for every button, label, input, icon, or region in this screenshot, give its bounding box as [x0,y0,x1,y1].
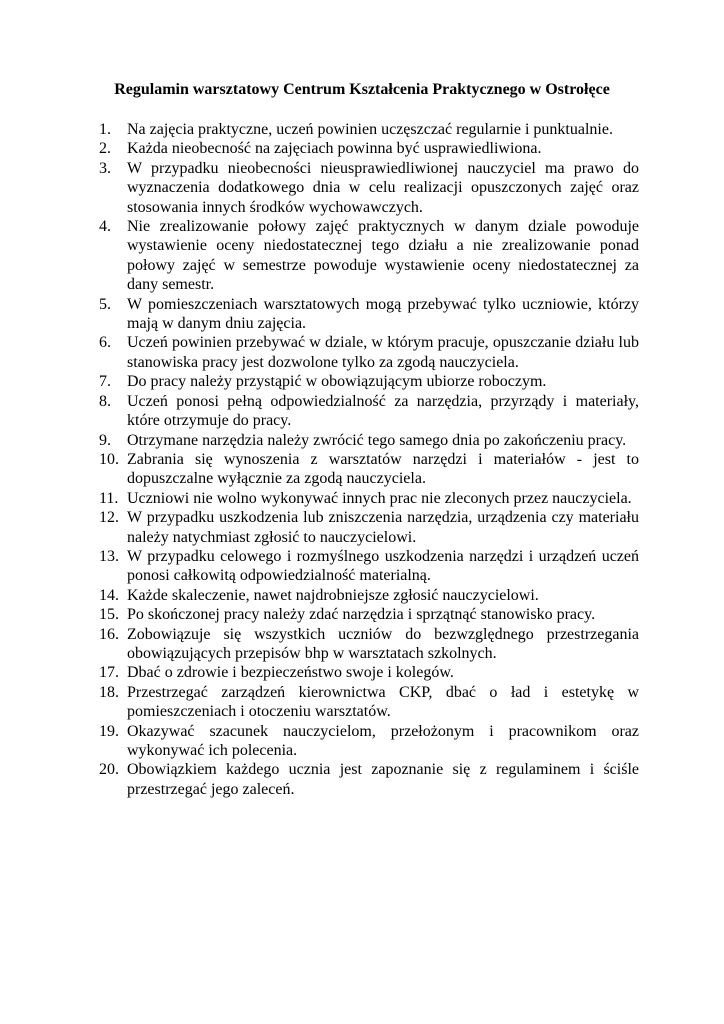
rule-text: Nie zrealizowanie połowy zajęć praktycznych w danym dziale powoduje wystawienie oceny niedostatecznej tego działu a nie zrealizowanie ponad połowy zajęć w semestrze powoduje wystawienie oceny niedostatecznej za dany semestr. [127,218,639,294]
rule-item-12 [99,508,639,547]
rule-text: Uczeń powinien przebywać w dziale, w którym pracuje, opuszczanie działu lub stanowiska pracy jest dozwolone tylko za zgodą nauczyciela. [127,334,639,371]
rule-text: W przypadku uszkodzenia lub zniszczenia narzędzia, urządzenia czy materiału należy natychmiast zgłosić to nauczycielowi. [127,509,639,546]
rule-text: Każda nieobecność na zajęciach powinna być usprawiedliwiona. [127,140,542,158]
rule-item-15 [99,605,639,624]
rule-text: W przypadku celowego i rozmyślnego uszkodzenia narzędzi i urządzeń uczeń ponosi całkowitą odpowiedzialność materialną. [127,547,639,585]
rule-item-9 [99,431,639,450]
document-title: Regulamin warsztatowy Centrum Kształcenia Praktycznego w Ostrołęce [114,81,610,98]
rule-number: 16. [99,625,119,643]
rule-item-17 [99,663,639,682]
rule-number: 18. [99,683,119,701]
rule-number: 17. [99,664,119,682]
rule-number: 3. [99,159,111,177]
rule-number: 15. [99,606,119,624]
rule-text: Na zajęcia praktyczne, uczeń powinien uczęszczać regularnie i punktualnie. [127,121,613,138]
rule-text: Otrzymane narzędzia należy zwrócić tego samego dnia po zakończeniu pracy. [127,431,627,449]
rule-number: 13. [99,547,119,565]
rule-item-4 [99,217,639,295]
rule-number: 9. [99,431,111,449]
rule-text: Dbać o zdrowie i bezpieczeństwo swoje i kolegów. [127,664,454,682]
rule-number: 4. [99,218,111,236]
rule-text: W pomieszczeniach warsztatowych mogą przebywać tylko uczniowie, którzy mają w danym dniu zajęcia. [127,295,639,333]
rule-item-1 [99,120,639,139]
rule-number: 20. [99,761,119,779]
rule-item-3 [99,159,639,217]
rule-text: Uczeń ponosi pełną odpowiedzialność za narzędzia, przyrządy i materiały, które otrzymuje do pracy. [127,392,639,430]
rule-item-19 [99,722,639,761]
rule-item-16 [99,625,639,664]
rule-item-8 [99,392,639,431]
rule-number: 7. [99,373,111,391]
rule-number: 10. [99,450,119,468]
rule-text: Do pracy należy przystąpić w obowiązującym ubiorze roboczym. [127,373,547,391]
rule-number: 8. [99,392,111,410]
rule-text: Zobowiązuje się wszystkich uczniów do bezwzględnego przestrzegania obowiązujących przepisów bhp w warsztatach szkolnych. [127,625,639,662]
rule-number: 14. [99,586,119,604]
rule-item-20 [99,760,639,799]
rule-item-18 [99,683,639,722]
rule-text: Okazywać szacunek nauczycielom, przełożonym i pracownikom oraz wykonywać ich polecenia. [127,722,639,759]
rule-number: 6. [99,334,111,352]
rule-number: 11. [99,489,119,507]
rule-item-11 [99,489,639,508]
rule-item-13 [99,547,639,586]
rule-text: W przypadku nieobecności nieusprawiedliwionej nauczyciel ma prawo do wyznaczenia dodatkowego dnia w celu realizacji opuszczonych zajęć oraz stosowania innych środków wychowawczych. [127,159,639,216]
rule-number: 2. [99,140,111,158]
rules-list [99,120,639,799]
rule-item-7 [99,372,639,391]
rule-item-2 [99,139,639,158]
rule-item-5 [99,295,639,334]
rule-text: Uczniowi nie wolno wykonywać innych prac nie zleconych przez nauczyciela. [127,489,632,507]
rule-number: 5. [99,295,111,313]
rule-item-10 [99,450,639,489]
rule-text: Przestrzegać zarządzeń kierownictwa CKP, dbać o ład i estetykę w pomieszczeniach i otoczeniu warsztatów. [127,683,639,721]
rule-text: Zabrania się wynoszenia z warsztatów narzędzi i materiałów - jest to dopuszczalne wyłącznie za zgodą nauczyciela. [127,450,639,488]
rule-number: 1. [99,121,111,138]
rule-number: 19. [99,722,119,740]
rule-text: Obowiązkiem każdego ucznia jest zapoznanie się z regulaminem i ściśle przestrzegać jego zaleceń. [127,761,639,798]
rule-text: Po skończonej pracy należy zdać narzędzia i sprzątnąć stanowisko pracy. [127,606,596,624]
rule-text: Każde skaleczenie, nawet najdrobniejsze zgłosić nauczycielowi. [127,586,539,604]
rule-item-6 [99,333,639,372]
rule-item-14 [99,586,639,605]
rule-number: 12. [99,509,119,527]
